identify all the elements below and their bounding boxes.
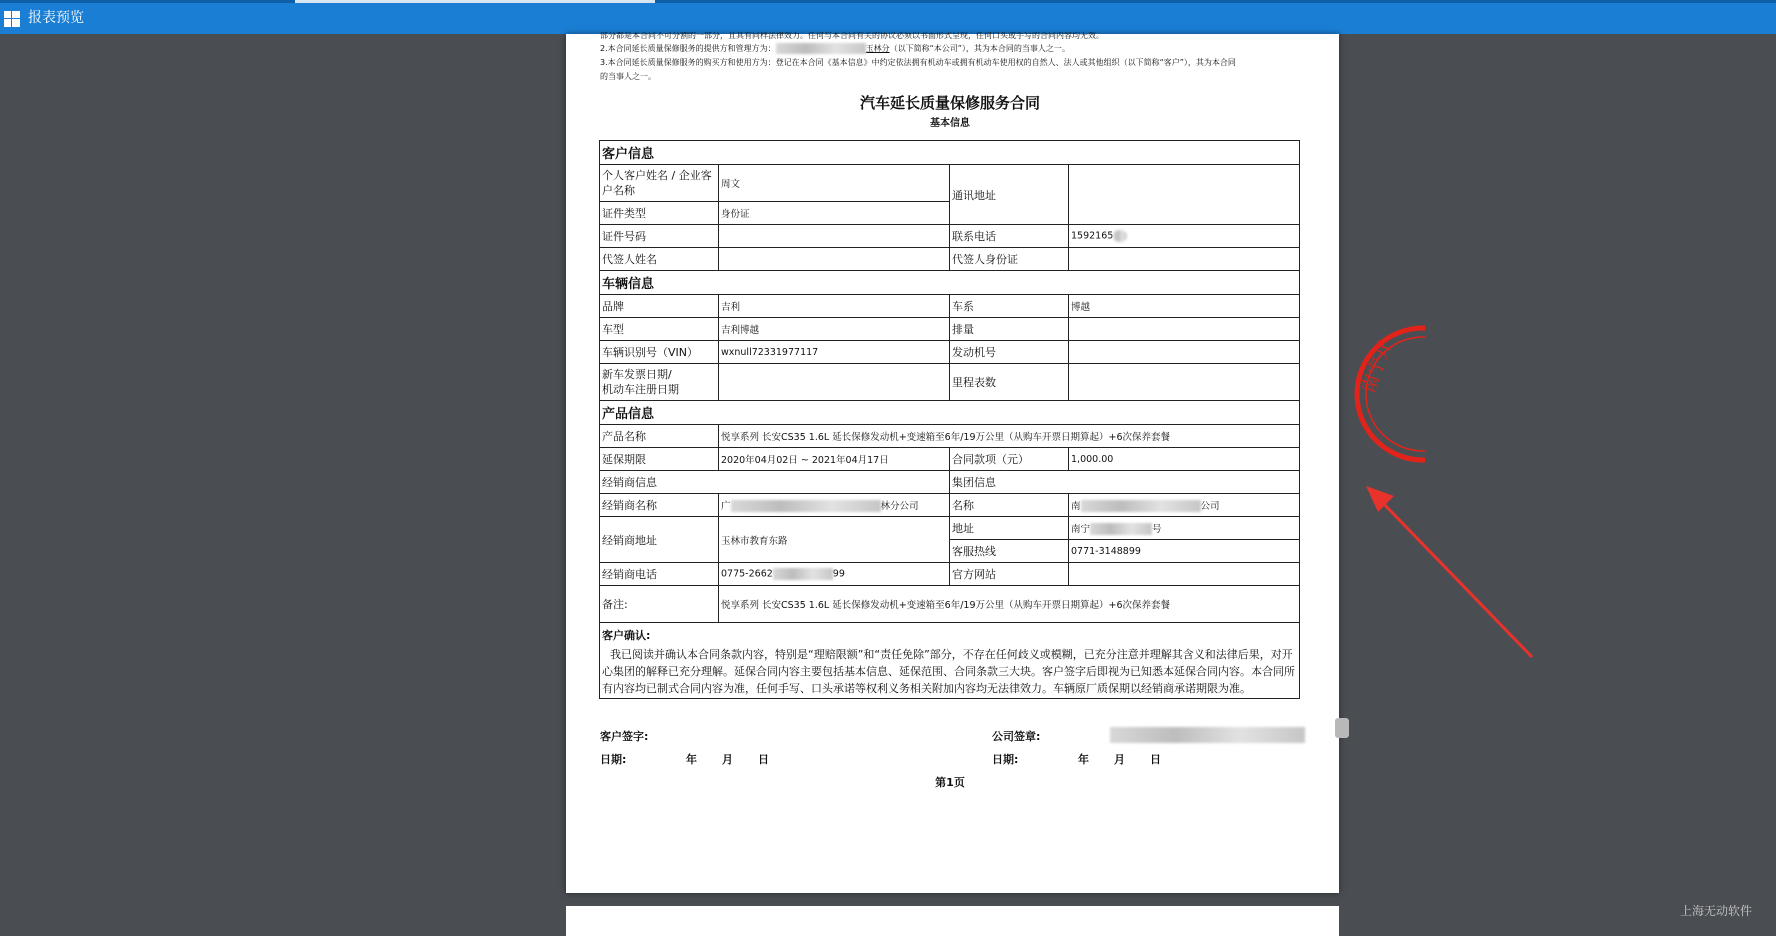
displacement-value bbox=[1069, 318, 1300, 341]
customer-date-month: 月 bbox=[722, 753, 733, 766]
page-number: 第1页 bbox=[935, 776, 965, 789]
dealer-phone-value: 0775-2662 99 bbox=[719, 563, 950, 586]
hotline-value: 0771-3148899 bbox=[1069, 540, 1300, 563]
signature-area bbox=[600, 724, 1300, 770]
redacted-block bbox=[1113, 230, 1127, 242]
title-bar-top-edge bbox=[0, 0, 1776, 3]
dealer-name-value: 广 林分公司 bbox=[719, 494, 950, 517]
contract-document bbox=[600, 32, 1300, 789]
dealer-phone-label: 经销商电话 bbox=[600, 563, 719, 586]
redacted-block bbox=[1110, 727, 1305, 743]
id-type-value: 身份证 bbox=[719, 202, 950, 225]
date-row bbox=[600, 747, 1300, 770]
model-value: 吉利博越 bbox=[719, 318, 950, 341]
section-product-info: 产品信息 bbox=[600, 401, 1300, 425]
vin-value: wxnull72331977117 bbox=[719, 341, 950, 364]
group-address-value: 南宁 号 bbox=[1069, 517, 1300, 540]
vin-label: 车辆识别号（VIN） bbox=[600, 341, 719, 364]
displacement-label: 排量 bbox=[950, 318, 1069, 341]
redacted-block bbox=[776, 43, 866, 54]
contract-amount-label: 合同款项（元） bbox=[950, 448, 1069, 471]
agent-name-label: 代签人姓名 bbox=[600, 248, 719, 271]
section-group-info: 集团信息 bbox=[950, 471, 1300, 494]
intro-line-3: 3.本合同延长质量保修服务的购买方和使用方为：登记在本合同《基本信息》中约定依法拥有机动车或拥有机动车使用权的自然人、法人或其他组织（以下简称“客户”），其为本合同 bbox=[600, 58, 1236, 67]
website-label: 官方网站 bbox=[950, 563, 1069, 586]
customer-name-label: 个人客户姓名 / 企业客户名称 bbox=[600, 165, 719, 202]
mileage-value bbox=[1069, 364, 1300, 401]
arrow-shaft bbox=[1380, 500, 1532, 657]
company-seal-label: 公司签章: bbox=[992, 730, 1041, 743]
address-value bbox=[1069, 165, 1300, 225]
contract-table bbox=[599, 140, 1300, 699]
scroll-handle[interactable] bbox=[1335, 718, 1349, 738]
warranty-period-label: 延保期限 bbox=[600, 448, 719, 471]
signature-row bbox=[600, 724, 1300, 747]
window-title: 报表预览 bbox=[28, 10, 84, 26]
windows-logo-icon bbox=[4, 11, 20, 27]
address-label: 通讯地址 bbox=[950, 165, 1069, 225]
redacted-block bbox=[1090, 523, 1152, 535]
customer-name-value: 周文 bbox=[719, 165, 950, 202]
hotline-label: 客服热线 bbox=[950, 540, 1069, 563]
company-date-day: 日 bbox=[1150, 753, 1161, 766]
next-report-page bbox=[566, 906, 1339, 936]
redacted-block bbox=[773, 568, 833, 580]
document-title: 汽车延长质量保修服务合同 bbox=[859, 94, 1040, 112]
intro-text bbox=[600, 32, 1300, 84]
series-label: 车系 bbox=[950, 295, 1069, 318]
customer-signature-label: 客户签字: bbox=[600, 730, 649, 743]
product-name-value: 悦享系列 长安CS35 1.6L 延长保修发动机+变速箱至6年/19万公里（从购车开票日期算起）+6次保养套餐 bbox=[719, 425, 1300, 448]
group-name-value: 南 公司 bbox=[1069, 494, 1300, 517]
engine-no-value bbox=[1069, 341, 1300, 364]
brand-value: 吉利 bbox=[719, 295, 950, 318]
id-type-label: 证件类型 bbox=[600, 202, 719, 225]
customer-confirmation bbox=[600, 623, 1300, 699]
dealer-address-label: 经销商地址 bbox=[600, 517, 719, 563]
dealer-address-value: 玉林市教育东路 bbox=[719, 517, 950, 563]
intro-line-4: 的当事人之一。 bbox=[600, 72, 656, 81]
contract-amount-value: 1,000.00 bbox=[1069, 448, 1300, 471]
company-seal-stamp bbox=[1305, 324, 1425, 464]
confirmation-text: 我已阅读并确认本合同条款内容，特别是“理赔限额”和“责任免除”部分，不存在任何歧义或模糊，已充分注意并理解其含义和法律后果，对开心集团的解释已充分理解。延保合同内容主要包括基本信息、延保范围、合同条款三大块。客户签字后即视为已知悉本延保合同内容。本合同所有内容均已制式合同内容为准，任何手写、口头承诺等权利义务相关附加内容均无法律效力。车辆原厂质保期以经销商承诺期限为准。 bbox=[602, 648, 1295, 695]
company-date-year: 年 bbox=[1078, 753, 1089, 766]
section-dealer-info: 经销商信息 bbox=[600, 471, 950, 494]
intro-line-2: 2.本合同延长质量保修服务的提供方和管理方为： 玉林分（以下简称“本公司”），其为本合同的当事人之一。 bbox=[600, 44, 1070, 53]
model-label: 车型 bbox=[600, 318, 719, 341]
group-address-label: 地址 bbox=[950, 517, 1069, 540]
arrow-head-icon bbox=[1366, 486, 1394, 512]
mileage-label: 里程表数 bbox=[950, 364, 1069, 401]
warranty-period-value: 2020年04月02日 ~ 2021年04月17日 bbox=[719, 448, 950, 471]
agent-name-value bbox=[719, 248, 950, 271]
remarks-label: 备注: bbox=[600, 586, 719, 623]
company-date-month: 月 bbox=[1114, 753, 1125, 766]
series-value: 博越 bbox=[1069, 295, 1300, 318]
agent-id-value bbox=[1069, 248, 1300, 271]
document-subtitle: 基本信息 bbox=[930, 118, 970, 129]
dealer-name-label: 经销商名称 bbox=[600, 494, 719, 517]
product-name-label: 产品名称 bbox=[600, 425, 719, 448]
agent-id-label: 代签人身份证 bbox=[950, 248, 1069, 271]
title-bar-tab-highlight bbox=[295, 0, 655, 3]
section-customer-info: 客户信息 bbox=[600, 141, 1300, 165]
phone-label: 联系电话 bbox=[950, 225, 1069, 248]
section-vehicle-info: 车辆信息 bbox=[600, 271, 1300, 295]
confirmation-title: 客户确认: bbox=[602, 629, 651, 642]
engine-no-label: 发动机号 bbox=[950, 341, 1069, 364]
id-number-label: 证件号码 bbox=[600, 225, 719, 248]
company-date-label: 日期: bbox=[992, 753, 1019, 766]
watermark-text: 上海无动软件 bbox=[1680, 904, 1753, 918]
website-value bbox=[1069, 563, 1300, 586]
report-page bbox=[566, 34, 1339, 893]
stamp-text: 南宁开 bbox=[1357, 337, 1397, 396]
customer-date-year: 年 bbox=[686, 753, 697, 766]
phone-value: 1592165 bbox=[1069, 225, 1300, 248]
invoice-date-label: 新车发票日期/ 机动车注册日期 bbox=[600, 364, 719, 401]
group-name-label: 名称 bbox=[950, 494, 1069, 517]
brand-label: 品牌 bbox=[600, 295, 719, 318]
invoice-date-value bbox=[719, 364, 950, 401]
customer-date-day: 日 bbox=[758, 753, 769, 766]
customer-date-label: 日期: bbox=[600, 753, 627, 766]
intro-line-1: 部分都是本合同不可分割的一部分，且具有同样法律效力。任何与本合同有关的协议必须以书面形式呈现，任何口头或手写的合同内容均无效。 bbox=[600, 32, 1104, 40]
redacted-block bbox=[731, 500, 881, 512]
remarks-value: 悦享系列 长安CS35 1.6L 延长保修发动机+变速箱至6年/19万公里（从购车开票日期算起）+6次保养套餐 bbox=[719, 586, 1300, 623]
redacted-block bbox=[1081, 500, 1201, 512]
id-number-value bbox=[719, 225, 950, 248]
title-bar bbox=[0, 0, 1776, 34]
